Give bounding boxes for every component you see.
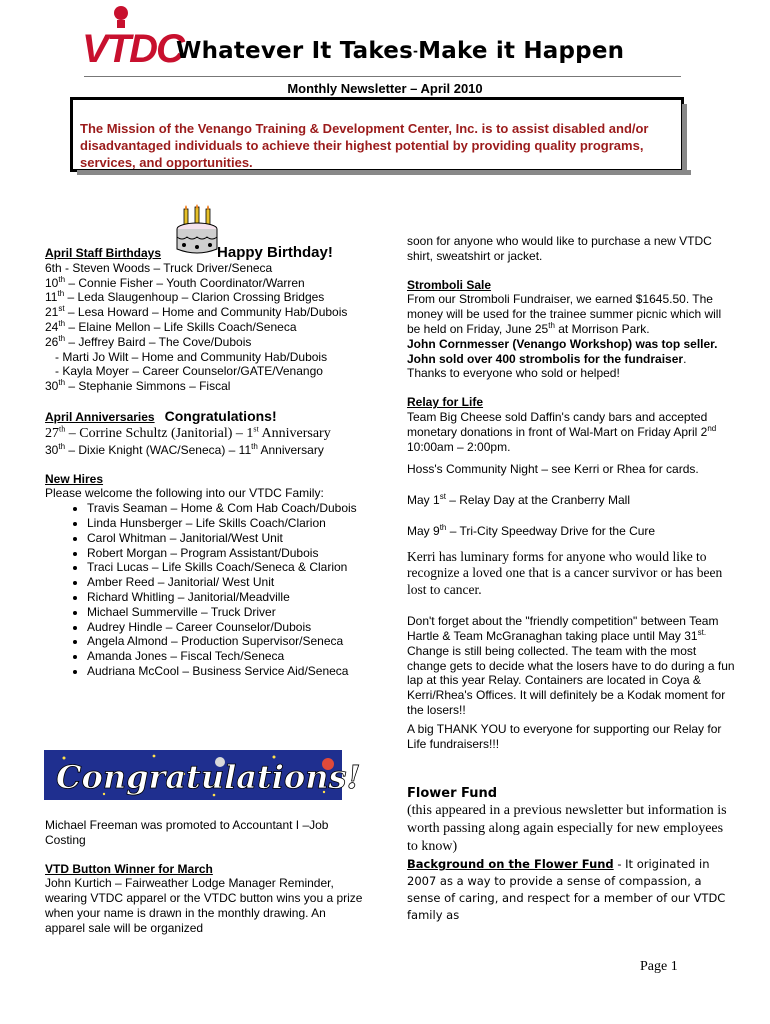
flower-fund-background: Background on the Flower Fund - It originated in 2007 as a way to provide a sense of compassion, a sense of caring, and respect for a member of our VTDC family as — [407, 857, 726, 923]
left-column — [45, 246, 365, 679]
birthday-item: 24th – Elaine Mellon – Life Skills Coach/Seneca — [45, 318, 297, 334]
may-9-event: May 9th – Tri-City Speedway Drive for the Cure — [407, 522, 656, 538]
relay-text: Team Big Cheese sold Daffin's candy bars and accepted monetary donations in front of Wal-Mart on Friday April 2nd 10:00am – 2:00pm. — [407, 409, 717, 454]
header-divider — [84, 76, 681, 77]
congratulations-banner — [44, 750, 361, 800]
happy-birthday-callout: Happy Birthday! — [217, 244, 333, 261]
stromboli-top-seller: John Cornmesser (Venango Workshop) was top seller. John sold over 400 strombolis for the fundraiser. — [407, 336, 718, 366]
birthdays-heading: April Staff Birthdays — [45, 246, 162, 260]
anniversaries-heading: April Anniversaries — [45, 409, 155, 424]
anniversary-item: 30th – Dixie Knight (WAC/Seneca) – 11th Anniversary — [45, 441, 324, 457]
button-winner-heading: VTD Button Winner for March — [45, 861, 213, 876]
anniversaries-heading-line — [45, 409, 365, 425]
birthdays-heading-line — [45, 246, 365, 261]
left-bottom — [45, 818, 365, 936]
promotion-note: Michael Freeman was promoted to Accountant I –Job Costing — [45, 818, 329, 847]
birthday-item: 26th – Jeffrey Baird – The Cove/Dubois — [45, 333, 252, 349]
new-hire-item: • Amanda Jones – Fiscal Tech/Seneca — [87, 649, 365, 664]
relay-heading: Relay for Life — [407, 395, 484, 410]
new-hire-item: • Traci Lucas – Life Skills Coach/Seneca & Clarion — [87, 560, 365, 575]
svg-text:VTDC: VTDC — [82, 27, 183, 71]
birthday-item: 30th – Stephanie Simmons – Fiscal — [45, 378, 231, 394]
new-hire-item: • Richard Whitling – Janitorial/Meadville — [87, 590, 365, 605]
birthday-item: 21st – Lesa Howard – Home and Community Hab/Dubois — [45, 304, 348, 320]
new-hire-item: • Linda Hunsberger – Life Skills Coach/Clarion — [87, 516, 365, 531]
vtdc-logo — [80, 4, 183, 71]
new-hire-item: • Audrey Hindle – Career Counselor/Dubois — [87, 620, 365, 635]
new-hires-list — [45, 501, 365, 679]
flower-fund-heading: Flower Fund — [407, 786, 498, 802]
apparel-sale-continued: soon for anyone who would like to purchase a new VTDC shirt, sweatshirt or jacket. — [407, 234, 712, 263]
new-hires-heading: New Hires — [45, 471, 104, 486]
anniversary-item: 27th – Corrine Schultz (Janitorial) – 1st Anniversary — [45, 424, 331, 441]
right-column — [407, 234, 737, 924]
banner-text: Congratulations! — [56, 758, 361, 796]
new-hire-item: • Audriana McCool – Business Service Aid/Seneca — [87, 664, 365, 679]
hoss-night: Hoss's Community Night – see Kerri or Rhea for cards. — [407, 462, 699, 477]
button-winner-text: John Kurtich – Fairweather Lodge Manager Reminder, wearing VTDC apparel or the VTDC button wins you a prize when your name is drawn in the monthly drawing. An apparel sale will be organized — [45, 876, 363, 935]
flower-fund-note: (this appeared in a previous newsletter but information is worth passing along again especially for new employees to know) — [407, 803, 727, 855]
newsletter-subtitle: Monthly Newsletter – April 2010 — [287, 81, 483, 96]
friendly-competition: Don't forget about the "friendly competition" between Team Hartle & Team McGranaghan taking place until May $31^{st.}$ Change is still being collected. The team with the most change gets to decide what the losers have to do during a fun lap at this year Relay. Containers are located in Coya & Kerri/Rhea's Offices. It will definitely be a Kodak moment for the losers!! — [407, 614, 735, 718]
new-hire-item: • Travis Seaman – Home & Com Hab Coach/Dubois — [87, 501, 365, 516]
birthday-item: - Marti Jo Wilt – Home and Community Hab/Dubois — [45, 349, 328, 364]
page-number: Page 1 — [640, 959, 678, 974]
may-1-event: May 1st – Relay Day at the Cranberry Mall — [407, 492, 630, 508]
birthday-item: 10th – Connie Fisher – Youth Coordinator/Warren — [45, 274, 305, 290]
new-hire-item: • Michael Summerville – Truck Driver — [87, 605, 365, 620]
new-hire-item: • Carol Whitman – Janitorial/West Unit — [87, 531, 365, 546]
new-hires-intro: Please welcome the following into our VTDC Family: — [45, 486, 324, 501]
congratulations-callout: Congratulations! — [164, 407, 277, 424]
stromboli-heading: Stromboli Sale — [407, 277, 492, 292]
stromboli-thanks: Thanks to everyone who sold or helped! — [407, 366, 620, 381]
birthday-list — [45, 261, 365, 394]
birthday-item: - Kayla Moyer – Career Counselor/GATE/Venango — [45, 364, 323, 379]
newsletter-title: Whatever It Takes-Make it Happen — [176, 38, 625, 64]
relay-thanks: A big THANK YOU to everyone for supporting our Relay for Life fundraisers!!! — [407, 721, 722, 751]
birthday-item: 6th - Steven Woods – Truck Driver/Seneca — [45, 260, 273, 275]
luminary-note: Kerri has luminary forms for anyone who would like to recognize a loved one that is a cancer survivor or has been lost to cancer. — [407, 548, 723, 597]
birthday-item: 11th – Leda Slaugenhoup – Clarion Crossing Bridges — [45, 289, 325, 305]
new-hire-item: • Robert Morgan – Program Assistant/Dubois — [87, 546, 365, 561]
new-hire-item: • Amber Reed – Janitorial/ West Unit — [87, 575, 365, 590]
mission-statement: The Mission of the Venango Training & Development Center, Inc. is to assist disabled and/or disadvantaged individuals to achieve their highest potential by providing quality programs, services, and opportunities. — [80, 121, 649, 170]
new-hire-item: • Angela Almond – Production Supervisor/Seneca — [87, 634, 365, 649]
stromboli-text: From our Stromboli Fundraiser, we earned $1645.50. The money will be used for the trainee summer picnic which will be held on Friday, June 25th at Morrison Park. — [407, 292, 722, 336]
